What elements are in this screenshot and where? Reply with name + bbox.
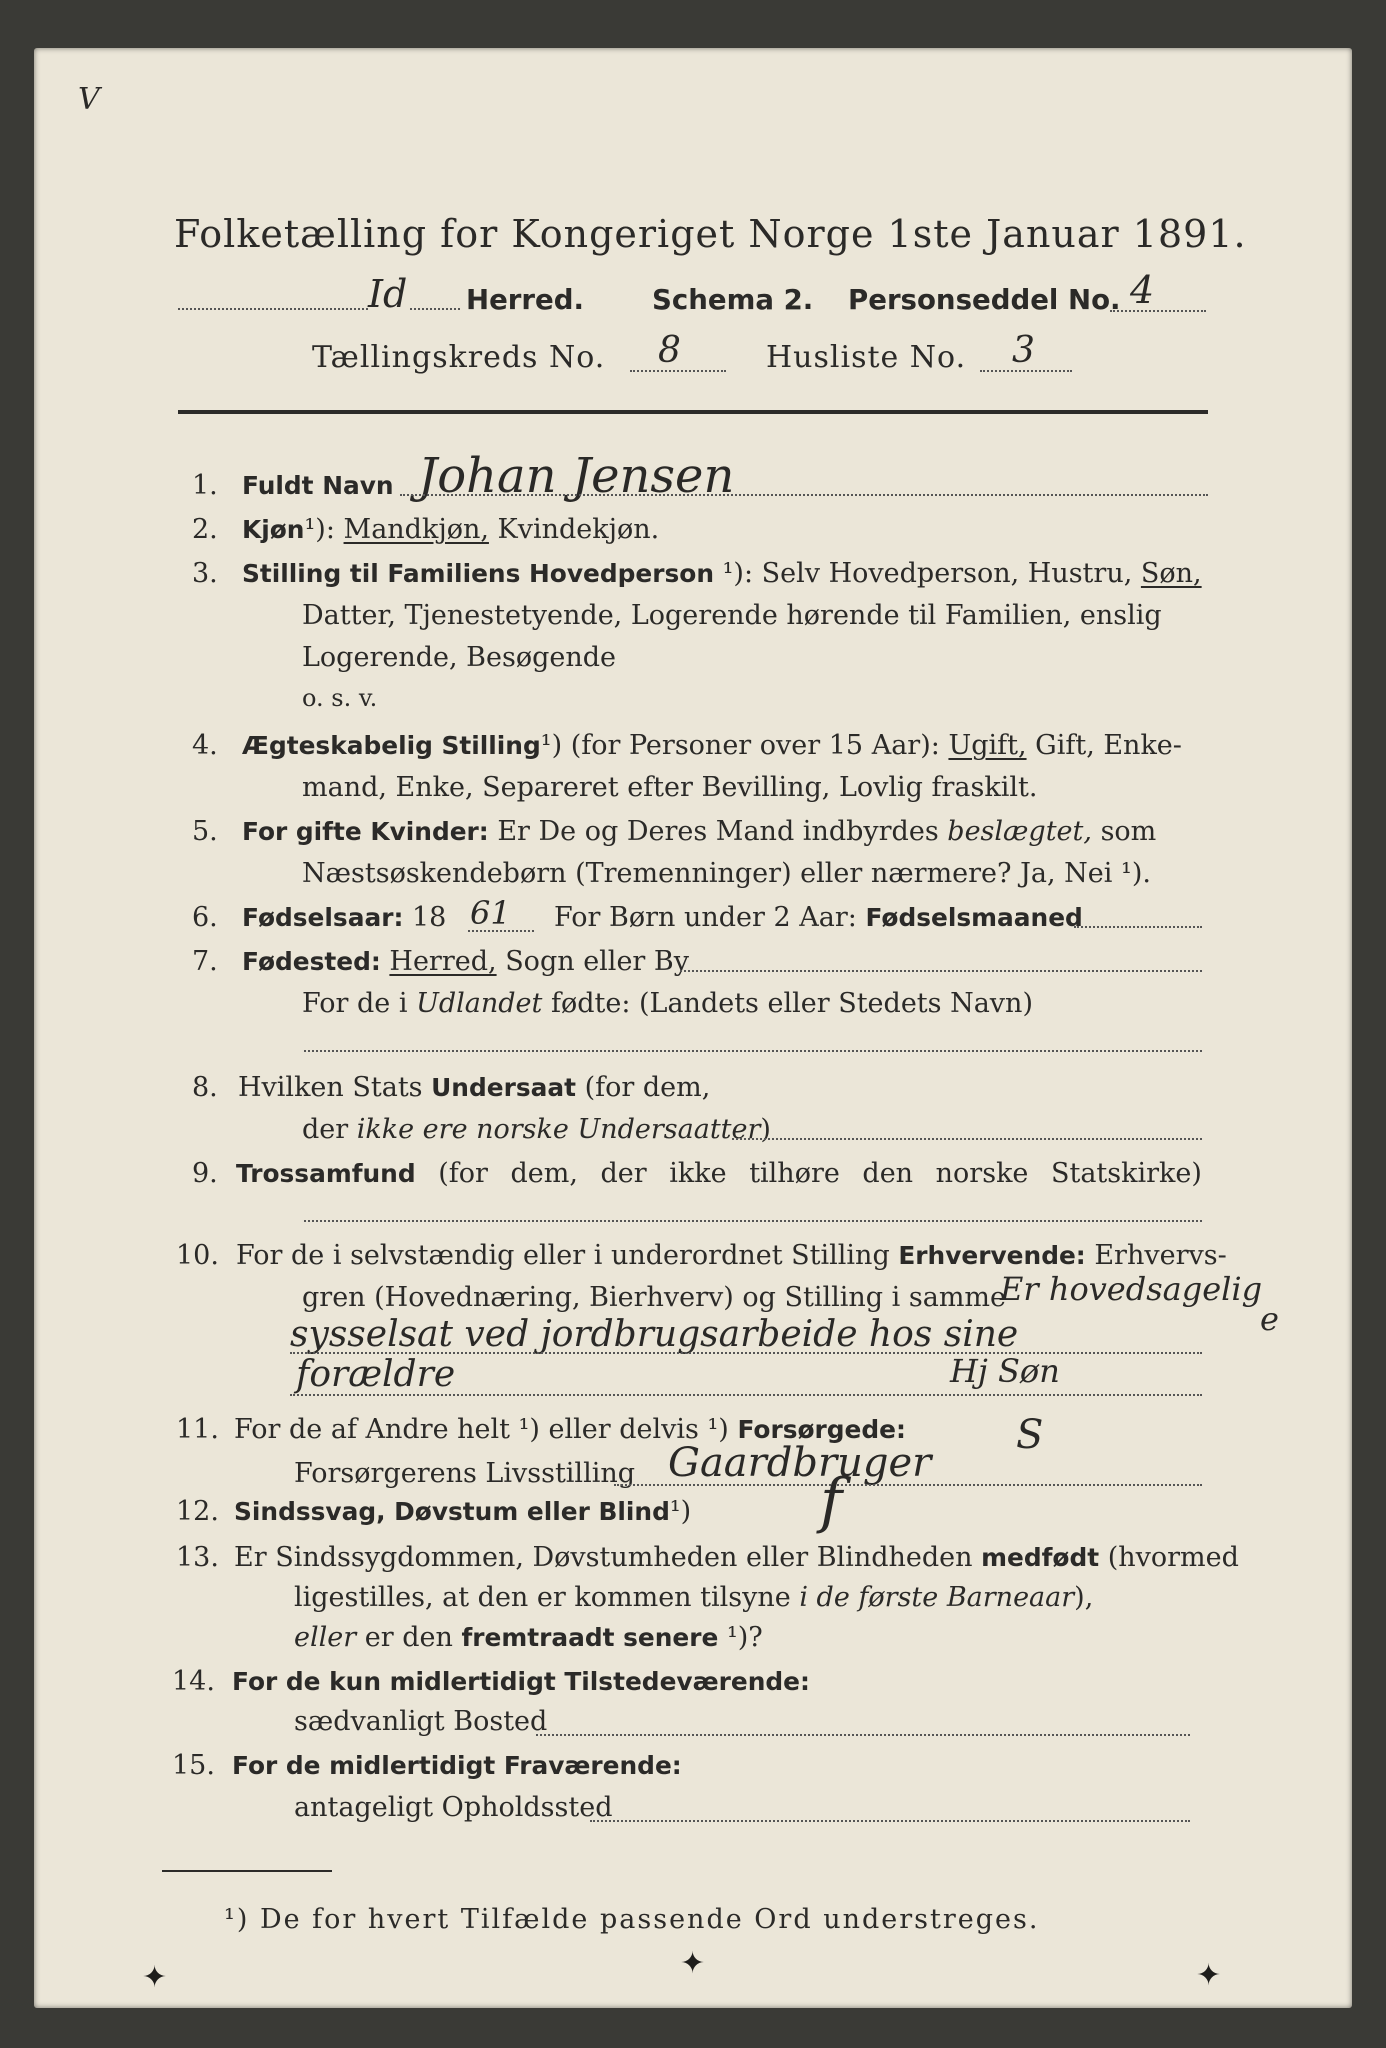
q7-line-1: Fødested: Herred, Sogn eller By (242, 946, 690, 977)
q7-number: 7. (192, 946, 218, 977)
q6-number: 6. (192, 902, 218, 933)
q6-dotted-line (468, 930, 534, 932)
q10-line-1: For de i selvstændig eller i underordnet Stilling Erhvervende: Erhvervs- (236, 1240, 1227, 1271)
personseddel-label: Personseddel No. (848, 283, 1121, 316)
personseddel-value: 4 (1130, 268, 1155, 312)
q10-occupation-hw-3: forældre (296, 1354, 456, 1395)
husliste-value: 3 (1012, 330, 1035, 371)
herred-dotted-line (178, 308, 368, 310)
footnote: ¹) De for hvert Tilfælde passende Ord understreges. (224, 1904, 1040, 1935)
q4-number: 4. (192, 730, 218, 761)
q6-month-dotted-line (1074, 926, 1202, 928)
q9-line-1: Trossamfund (for dem, der ikke tilhøre den norske Statskirke) (236, 1158, 1202, 1189)
binding-mark-center: ✦ (680, 1946, 706, 1981)
q11-provider-occupation-value: Gaardbruger (668, 1440, 932, 1486)
herred-dotted-line-2 (410, 308, 460, 310)
q4-line-2: mand, Enke, Separeret efter Bevilling, Lovlig fraskilt. (302, 772, 1038, 803)
binding-mark-right: ✦ (1196, 1958, 1222, 1993)
q10-line-2: gren (Hovednæring, Bierhverv) og Stilling i samme (302, 1282, 1007, 1313)
herred-value: Id (368, 272, 408, 316)
q5-line-1: For gifte Kvinder: Er De og Deres Mand indbyrdes beslægtet, som (242, 816, 1157, 847)
q1-full-name-value: Johan Jensen (418, 448, 735, 504)
q3-line-3: Logerende, Besøgende (302, 642, 616, 673)
q11-line-1: For de af Andre helt ¹) eller delvis ¹) Forsørgede: (234, 1414, 906, 1445)
q8-line-2: der ikke ere norske Undersaatter) (302, 1114, 771, 1145)
q7-dotted-line-2 (304, 1050, 1202, 1052)
q3-line-2: Datter, Tjenestetyende, Logerende hørende til Familien, enslig (302, 600, 1162, 631)
q8-line-1: Hvilken Stats Undersaat (for dem, (238, 1072, 711, 1103)
q14-line-1: For de kun midlertidigt Tilstedeværende: (232, 1667, 810, 1696)
q12-mark: f (820, 1466, 843, 1536)
q11-mark: S (1016, 1412, 1044, 1458)
q2-number: 2. (192, 514, 218, 545)
form-title: Folketælling for Kongeriget Norge 1ste Januar 1891. (174, 212, 1247, 256)
q6-label: Fødselsaar: 18 (242, 902, 447, 933)
q2-line: Kjøn¹): Mandkjøn, Kvindekjøn. (242, 514, 660, 545)
q1-label: Fuldt Navn (242, 471, 394, 500)
q3-line-4: o. s. v. (302, 684, 378, 712)
taellingskreds-value: 8 (658, 330, 681, 371)
taellingskreds-label: Tællingskreds No. (312, 340, 606, 375)
q13-line-2: ligestilles, at den er kommen tilsyne i de første Barneaar), (294, 1582, 1094, 1613)
q10-margin-mark: e (1260, 1300, 1279, 1338)
q5-line-2: Næstsøskendebørn (Tremenninger) eller nærmere? Ja, Nei ¹). (302, 858, 1151, 889)
schema-label: Schema 2. (652, 283, 814, 316)
q6-birth-year-value: 61 (470, 894, 511, 932)
q8-number: 8. (192, 1072, 218, 1103)
q7-dotted-line (680, 970, 1202, 972)
q15-line-2: antageligt Opholdssted (294, 1792, 613, 1823)
q3-line-1: Stilling til Familiens Hovedperson ¹): Selv Hovedperson, Hustru, Søn, (242, 558, 1202, 589)
q10-dotted-line-2 (290, 1394, 1202, 1396)
q11-number: 11. (176, 1414, 219, 1445)
q10-occupation-hw-1: Er hovedsagelig (1000, 1270, 1263, 1308)
q11-line-2: Forsørgerens Livsstilling (294, 1458, 636, 1489)
q5-number: 5. (192, 816, 218, 847)
footnote-rule (162, 1870, 332, 1872)
q13-line-3: eller er den fremtraadt senere ¹)? (294, 1622, 763, 1653)
q11-dotted-line (614, 1484, 1202, 1486)
q14-line-2: sædvanligt Bosted (294, 1706, 548, 1737)
q9-dotted-line (304, 1220, 1202, 1222)
husliste-dotted-line (980, 370, 1072, 372)
q15-dotted-line (590, 1820, 1190, 1822)
q8-dotted-line (732, 1138, 1202, 1140)
q10-occupation-hw-2: sysselsat ved jordbrugsarbeide hos sine (290, 1314, 1019, 1355)
header-divider (178, 410, 1208, 414)
corner-check-mark: V (78, 82, 100, 117)
census-form-sheet (34, 48, 1352, 2008)
q13-number: 13. (176, 1542, 219, 1573)
q15-number: 15. (172, 1750, 215, 1781)
herred-label: Herred. (466, 283, 584, 316)
q12-line: Sindssvag, Døvstum eller Blind¹) (234, 1496, 692, 1527)
q13-line-1: Er Sindssygdommen, Døvstumheden eller Blindheden medfødt (hvormed (234, 1542, 1239, 1573)
q4-line-1: Ægteskabelig Stilling¹) (for Personer over 15 Aar): Ugift, Gift, Enke- (242, 730, 1182, 761)
q12-number: 12. (176, 1496, 219, 1527)
q1-dotted-line (400, 494, 1208, 496)
personseddel-dotted-line (1110, 310, 1206, 312)
husliste-label: Husliste No. (766, 340, 967, 375)
taellingskreds-dotted-line (630, 370, 726, 372)
q6-line-2: For Børn under 2 Aar: Fødselsmaaned (554, 902, 1083, 933)
q10-occupation-note: Hj Søn (950, 1352, 1060, 1390)
q15-line-1: For de midlertidigt Fraværende: (232, 1751, 682, 1780)
q10-number: 10. (176, 1240, 219, 1271)
q3-number: 3. (192, 558, 218, 589)
q1-number: 1. (192, 470, 218, 501)
q7-line-2: For de i Udlandet fødte: (Landets eller Stedets Navn) (302, 988, 1033, 1019)
q9-number: 9. (192, 1158, 218, 1189)
q14-number: 14. (172, 1666, 215, 1697)
q14-dotted-line (536, 1734, 1190, 1736)
binding-mark-left: ✦ (142, 1960, 168, 1995)
